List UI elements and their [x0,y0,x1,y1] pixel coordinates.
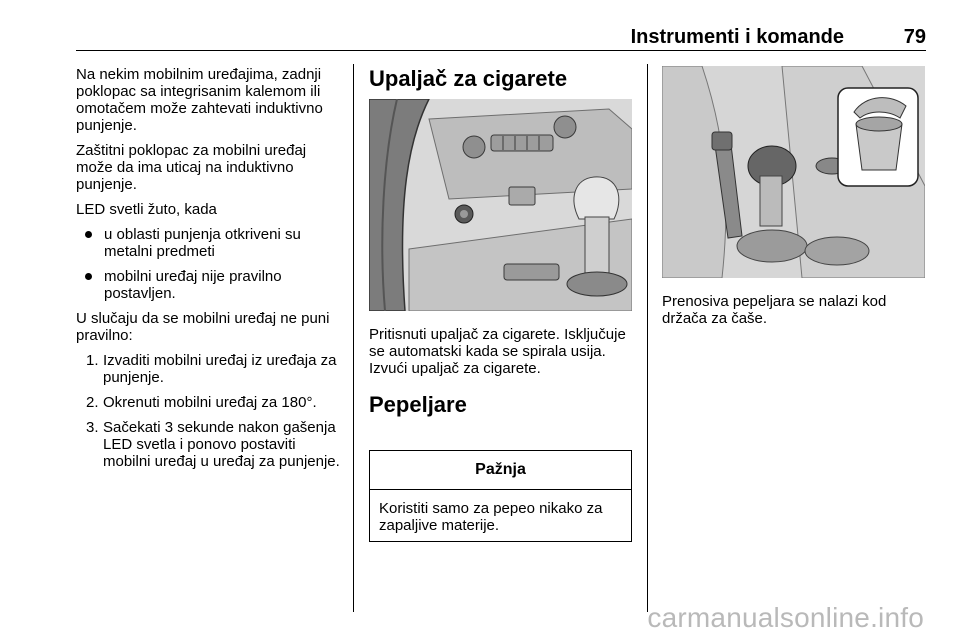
caution-title: Pažnja [370,451,631,490]
step-item: 1. Izvaditi mobilni uređaj iz uređaja za punjenje. [86,352,337,386]
bullet-list [76,226,342,302]
step-item: 2. Okrenuti mobilni uređaj za 180°. [86,394,317,411]
paragraph-led-yellow: LED svetli žuto, kada [76,201,217,218]
page-header [76,24,926,51]
console-drawing [369,99,632,311]
steps-list [76,352,342,470]
column-divider-left [353,64,354,612]
page-title: Instrumenti i komande [630,26,844,48]
middle-column-body [369,326,633,418]
heading-cigarette-lighter: Upaljač za cigarete [369,66,568,91]
bullet-item: mobilni uređaj nije pravilno postavljen. [76,268,342,302]
paragraph-not-charging: U slučaju da se mobilni uređaj ne puni pravilno: [76,310,330,344]
bullet-item: u oblasti punjenja otkriveni su metalni predmeti [76,226,342,260]
right-column-body [662,293,925,335]
step-item: 3. Sačekati 3 sekunde nakon gašenja LED svetla i ponovo postaviti mobilni uređaj u uređaj za punjenje. [86,419,340,470]
paragraph-portable-ashtray: Prenosiva pepeljara se nalazi kod držača za čaše. [662,293,887,327]
ashtray-drawing [662,66,925,278]
column-divider-right [647,64,648,612]
left-column [76,66,342,478]
middle-column-heading [369,66,633,92]
cigarette-lighter-illustration [369,99,632,311]
heading-ashtrays: Pepeljare [369,392,467,417]
paragraph-back-cover: Na nekim mobilnim uređajima, zadnji poklopac sa integrisanim kalemom ili omotačem može zahtevati induktivno punjenje. [76,66,323,134]
caution-box [369,450,632,542]
caution-text: Koristiti samo za pepeo nikako za zapaljive materije. [379,500,603,534]
paragraph-lighter: Pritisnuti upaljač za cigarete. Isključuje se automatski kada se spirala usija. Izvući upaljač za cigarete. [369,326,626,377]
watermark: carmanualsonline.info [647,602,924,633]
paragraph-protective-cover: Zaštitni poklopac za mobilni uređaj može da ima uticaj na induktivno punjenje. [76,142,307,193]
ashtray-illustration [662,66,925,278]
page-number: 79 [903,26,926,48]
